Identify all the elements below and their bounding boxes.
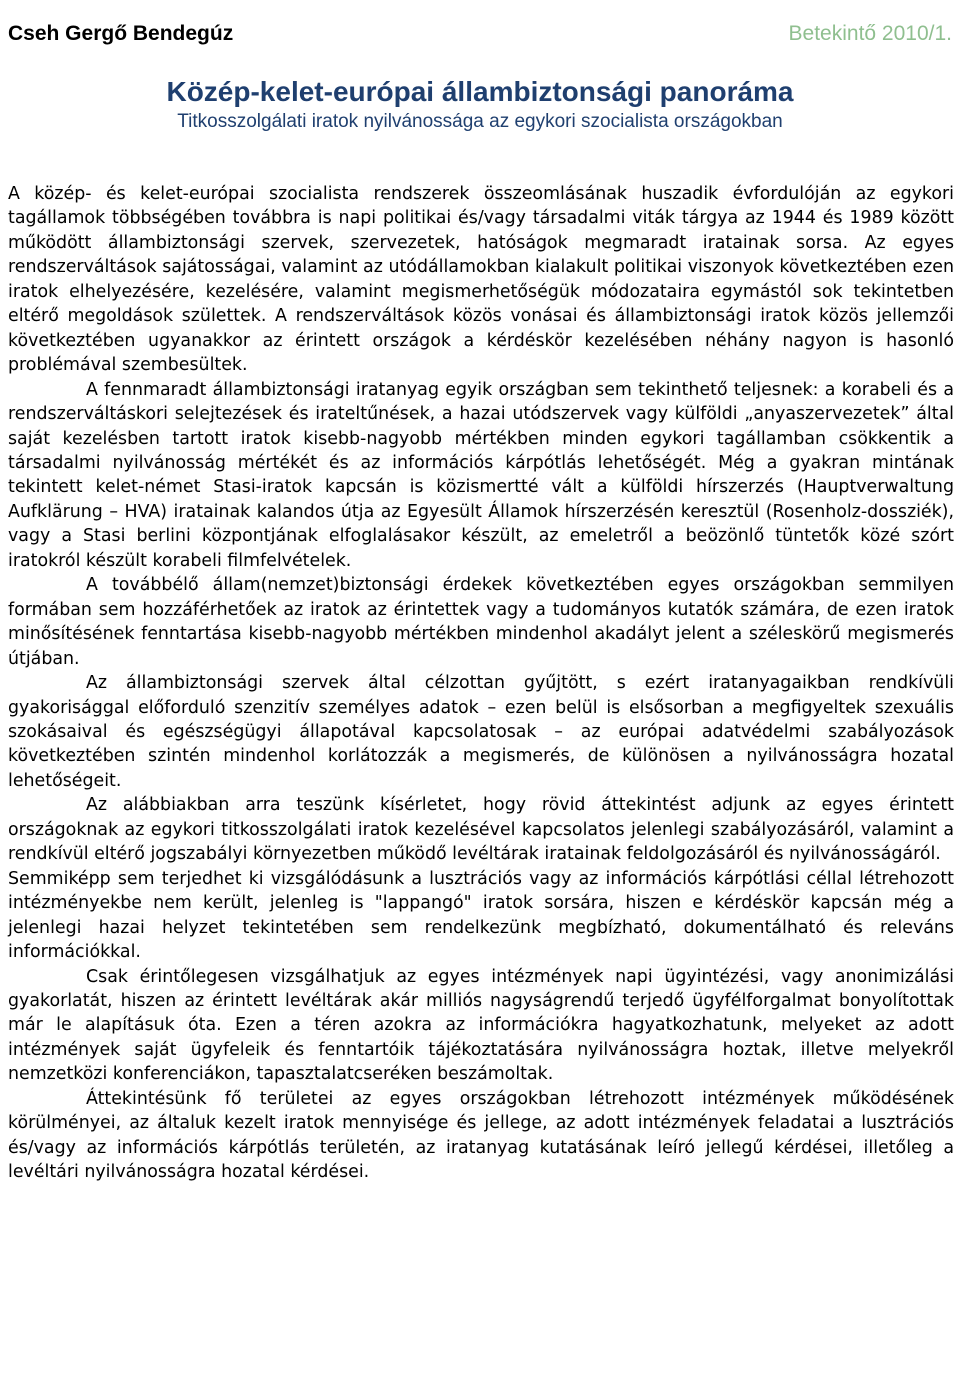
paragraph-2: A fennmaradt állambiztonsági iratanyag egyik országban sem tekinthető teljesnek: a korabeli és a rendszerváltáskori selejtezések és irateltűnések, a hazai utódszervek vagy külföldi „anyaszervezetek” által saját kezelésben tartott iratok kisebb-nagyobb mértékben minden egykori tagállamban csökkentik a társadalmi nyilvánosság mértékét és az információs kárpótlás lehetőségét. Még a gyakran mintának tekintett kelet-német Stasi-iratok kapcsán is közismertté vált a külföldi hírszerzés (Hauptverwaltung Aufklärung – HVA) iratainak kalandos útja az Egyesült Államok hírszerzésén keresztül (Rosenholz-dossziék), vagy a Stasi berlini központjának elfoglalásakor készült, az emeletről a beözönlő tüntetők közé szórt iratokról készült korabeli filmfelvételek.: [8, 379, 954, 571]
journal-issue: Betekintő 2010/1.: [788, 22, 952, 45]
paragraph-8: Áttekintésünk fő területei az egyes országokban létrehozott intézmények működésének körülményei, az általuk kezelt iratok mennyisége és jellege, az adott intézmények feladatai a lusztrációs és/vagy az információs kárpótlás területén, az iratanyag kutatásának leíró jellegű kérdései, illetőleg a levéltári nyilvánosságra hozatal kérdései.: [8, 1088, 954, 1183]
article-title: Közép-kelet-európai állambiztonsági panoráma: [166, 76, 794, 107]
paragraph-7: Csak érintőlegesen vizsgálhatjuk az egyes intézmények napi ügyintézési, vagy anonimizálási gyakorlatát, hiszen az érintett levéltárak akár milliós nagyságrendű terjedő ügyfélforgalmat bonyolítottak már le alapításuk óta. Ezen a téren azokra az információkra hagyatkozhatunk, melyeket az adott intézmények saját ügyfeleik és fenntartóik tájékoztatására nyilvánosságra hoztak, illetve melyekről nemzetközi konferenciákon, tapasztalatcseréken beszámoltak.: [8, 966, 954, 1085]
paragraph-3: A továbbélő állam(nemzet)biztonsági érdekek következtében egyes országokban semmilyen formában sem hozzáférhetőek az iratok az érintettek vagy a tudományos kutatók számára, de ezen iratok minősítésének fenntartása kisebb-nagyobb mértékben mindenhol akadályt jelent a széleskörű megismerés útjában.: [8, 575, 954, 669]
paragraph-4: Az állambiztonsági szervek által célzottan gyűjtött, s ezért iratanyagaikban rendkívüli gyakorisággal előforduló szenzitív személyes adatok – ezen belül is elsősorban a megfigyeltek szexuális szokásaival és egészségügyi állapotával kapcsolatosak – az európai adatvédelmi szabályozások következtében szintén mindenhol korlátozzák a megismerés, de különösen a nyilvánosságra hozatal lehetőségeit.: [8, 673, 954, 791]
author-name: Cseh Gergő Bendegúz: [8, 22, 234, 45]
article-subtitle: Titkosszolgálati iratok nyilvánossága az egykori szocialista országokban: [177, 111, 783, 132]
page-header: [8, 22, 952, 48]
paragraph-6: Semmiképp sem terjedhet ki vizsgálódásunk a lusztrációs vagy az információs kárpótlási céllal létrehozott intézményekbe nem került, jelenleg is "lappangó" iratok sorsára, hiszen e kérdéskör kapcsán még a jelenlegi hazai helyzet tekintetében sem rendelkezünk megbízható, dokumentálható és releváns információkkal.: [8, 868, 954, 963]
paragraph-5: Az alábbiakban arra teszünk kísérletet, hogy rövid áttekintést adjunk az egyes érintett országoknak az egykori titkosszolgálati iratok kezelésével kapcsolatos jelenlegi szabályozásáról, valamint a rendkívül eltérő jogszabályi környezetben működő levéltárak iratainak feldolgozásáról és nyilvánosságáról.: [8, 795, 954, 865]
article-body: [8, 182, 954, 1185]
paragraph-1: A közép- és kelet-európai szocialista rendszerek összeomlásának huszadik évfordulóján az egykori tagállamok többségében továbbra is napi politikai és/vagy társadalmi viták tárgya az 1944 és 1989 között működött állambiztonsági szervek, szervezetek, hatóságok megmaradt iratainak sorsa. Az egyes rendszerváltások sajátosságai, valamint az utódállamokban kialakult politikai viszonyok következtében ezen iratok elhelyezésére, kezelésére, valamint megismerhetőségük módozataira egymástól sok tekintetben eltérő megoldások születtek. A rendszerváltások közös vonásai és állambiztonsági iratok közös jellemzői következtében ugyanakkor az érintett országok a kérdéskör kezelésében néhány nagyon is hasonló problémával szembesültek.: [8, 184, 954, 376]
